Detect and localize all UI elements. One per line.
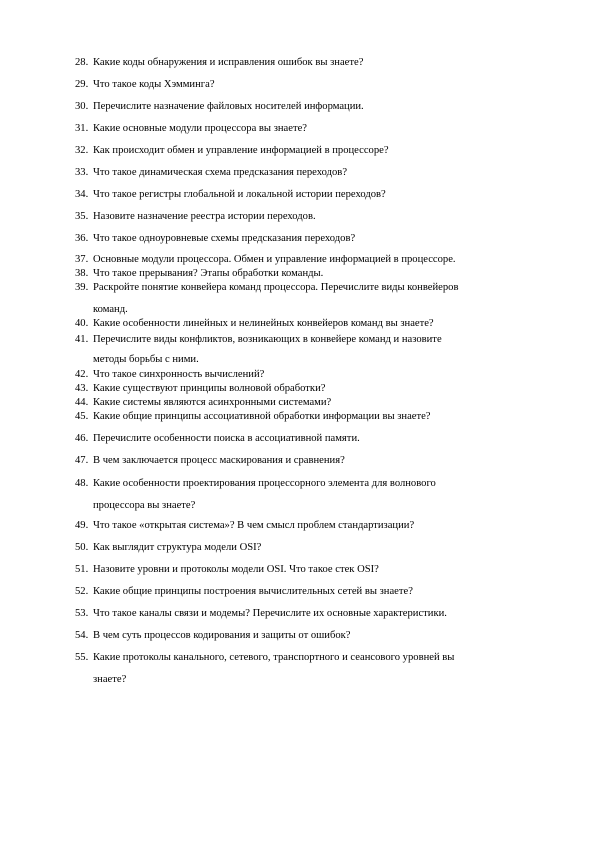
question-text: Перечислите особенности поиска в ассоциативной памяти.	[93, 433, 360, 444]
question-number: 43.	[75, 383, 89, 394]
question-number: 45.	[75, 411, 89, 422]
question-text: Назовите назначение реестра истории переходов.	[93, 211, 316, 222]
question-text: Что такое прерывания? Этапы обработки команды.	[93, 268, 324, 279]
question-39-continuation: команд.	[93, 304, 128, 315]
question-number: 40.	[75, 318, 89, 329]
question-number: 39.	[75, 282, 89, 293]
question-31	[75, 123, 525, 135]
question-36	[75, 233, 525, 245]
question-28	[75, 57, 525, 69]
question-34	[75, 189, 525, 201]
question-30	[75, 101, 525, 113]
question-41-continuation: методы борьбы с ними.	[93, 354, 199, 365]
question-number: 35.	[75, 211, 89, 222]
question-number: 33.	[75, 167, 89, 178]
question-text: Основные модули процессора. Обмен и управление информацией в процессоре.	[93, 254, 456, 265]
question-text: Какие существуют принципы волновой обработки?	[93, 383, 326, 394]
question-46	[75, 433, 525, 445]
question-number: 42.	[75, 369, 89, 380]
question-text: В чем суть процессов кодирования и защиты от ошибок?	[93, 630, 351, 641]
question-text: Что такое одноуровневые схемы предсказания переходов?	[93, 233, 356, 244]
question-text: Что такое синхронность вычислений?	[93, 369, 265, 380]
question-number: 41.	[75, 334, 89, 345]
question-text: Как выглядит структура модели OSI?	[93, 542, 262, 553]
question-37	[75, 254, 525, 266]
question-number: 54.	[75, 630, 89, 641]
question-51	[75, 564, 525, 576]
question-number: 50.	[75, 542, 89, 553]
question-55	[75, 652, 525, 664]
question-number: 48.	[75, 478, 89, 489]
question-number: 55.	[75, 652, 89, 663]
question-text: Что такое каналы связи и модемы? Перечислите их основные характеристики.	[93, 608, 447, 619]
question-text: Как происходит обмен и управление информацией в процессоре?	[93, 145, 389, 156]
question-number: 47.	[75, 455, 89, 466]
question-number: 44.	[75, 397, 89, 408]
question-text: Раскройте понятие конвейера команд процессора. Перечислите виды конвейеров	[93, 282, 459, 293]
question-49	[75, 520, 525, 532]
question-48	[75, 478, 525, 490]
question-text: Какие особенности линейных и нелинейных конвейеров команд вы знаете?	[93, 318, 434, 329]
question-text: Какие коды обнаружения и исправления ошибок вы знаете?	[93, 57, 364, 68]
question-number: 49.	[75, 520, 89, 531]
question-44	[75, 397, 525, 409]
question-55-continuation: знаете?	[93, 674, 127, 685]
question-42	[75, 369, 525, 381]
question-text: Что такое коды Хэмминга?	[93, 79, 215, 90]
question-text: Перечислите назначение файловых носителей информации.	[93, 101, 364, 112]
question-33	[75, 167, 525, 179]
question-text: Какие особенности проектирования процессорного элемента для волнового	[93, 478, 436, 489]
question-number: 52.	[75, 586, 89, 597]
question-text: В чем заключается процесс маскирования и сравнения?	[93, 455, 345, 466]
question-number: 51.	[75, 564, 89, 575]
question-number: 30.	[75, 101, 89, 112]
question-43	[75, 383, 525, 395]
question-32	[75, 145, 525, 157]
question-text: Какие системы являются асинхронными системами?	[93, 397, 332, 408]
question-number: 53.	[75, 608, 89, 619]
question-52	[75, 586, 525, 598]
question-50	[75, 542, 525, 554]
question-text: Что такое «открытая система»? В чем смысл проблем стандартизации?	[93, 520, 415, 531]
question-number: 29.	[75, 79, 89, 90]
question-number: 36.	[75, 233, 89, 244]
question-number: 32.	[75, 145, 89, 156]
question-text: Какие основные модули процессора вы знаете?	[93, 123, 307, 134]
question-38	[75, 268, 525, 280]
question-number: 31.	[75, 123, 89, 134]
question-number: 34.	[75, 189, 89, 200]
question-45	[75, 411, 525, 423]
question-number: 37.	[75, 254, 89, 265]
question-41	[75, 334, 525, 346]
question-text: Что такое динамическая схема предсказания переходов?	[93, 167, 348, 178]
question-number: 38.	[75, 268, 89, 279]
question-number: 28.	[75, 57, 89, 68]
question-number: 46.	[75, 433, 89, 444]
question-text: Перечислите виды конфликтов, возникающих в конвейере команд и назовите	[93, 334, 442, 345]
question-29	[75, 79, 525, 91]
question-48-continuation: процессора вы знаете?	[93, 500, 196, 511]
question-text: Что такое регистры глобальной и локальной истории переходов?	[93, 189, 386, 200]
question-53	[75, 608, 525, 620]
question-text: Какие общие принципы построения вычислительных сетей вы знаете?	[93, 586, 413, 597]
question-47	[75, 455, 525, 467]
question-54	[75, 630, 525, 642]
question-39	[75, 282, 525, 294]
question-text: Какие протоколы канального, сетевого, транспортного и сеансового уровней вы	[93, 652, 455, 663]
question-text: Какие общие принципы ассоциативной обработки информации вы знаете?	[93, 411, 431, 422]
question-40	[75, 318, 525, 330]
question-35	[75, 211, 525, 223]
question-text: Назовите уровни и протоколы модели OSI. Что такое стек OSI?	[93, 564, 379, 575]
